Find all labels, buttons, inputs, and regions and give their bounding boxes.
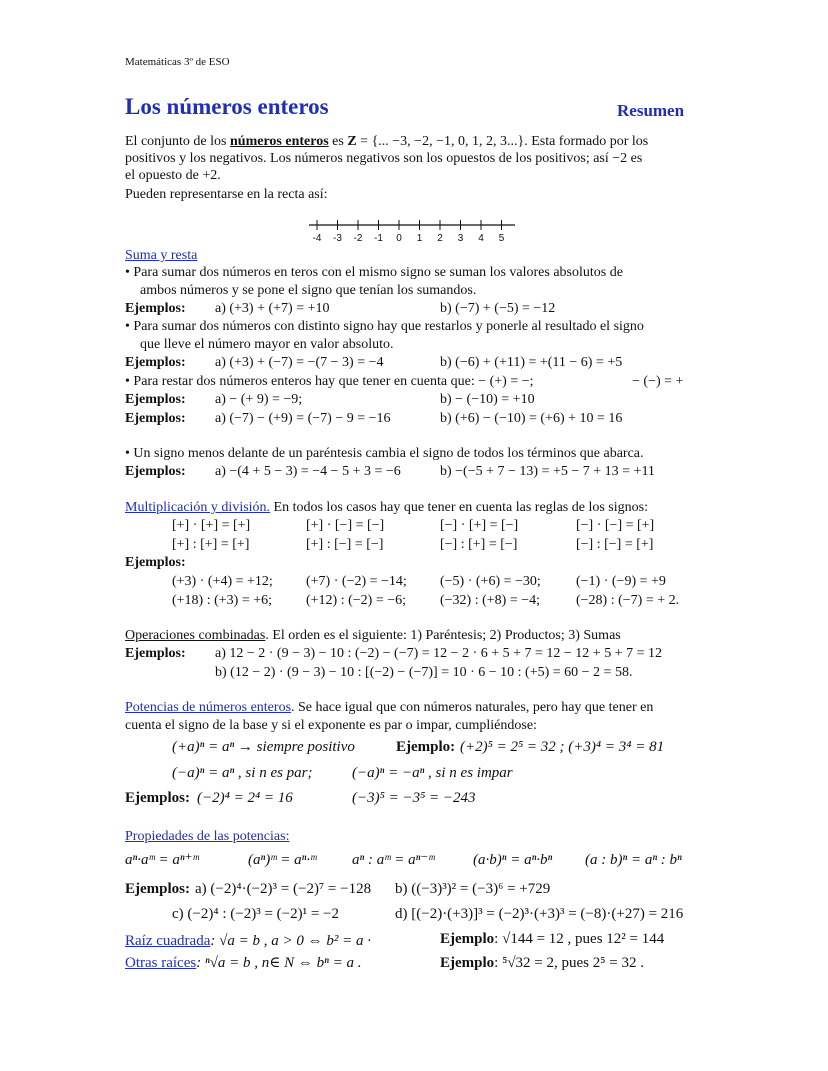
pot-text-2: cuenta el signo de la base y si el exponente es par o impar, cumpliéndose: bbox=[125, 718, 537, 733]
raiz-line: Raíz cuadrada: √a = b , a > 0 ⇔ b² = a · bbox=[125, 933, 371, 949]
number-line-label: 0 bbox=[396, 233, 402, 244]
prop-example-c: c) (−2)⁴ : (−2)³ = (−2)¹ = −2 bbox=[172, 906, 340, 922]
ejemplos-label: Ejemplos: bbox=[125, 881, 190, 897]
otras-label: Otras raíces bbox=[125, 955, 197, 971]
mult-example: (+7) · (−2) = −14; bbox=[306, 574, 407, 589]
suma-ex2-a: a) (+3) + (−7) = −(7 − 3) = −4 bbox=[215, 355, 384, 370]
pot-example-2a: (−2)⁴ = 2⁴ = 16 bbox=[197, 790, 293, 806]
suma-ex4-b: b) (+6) − (−10) = (+6) + 10 = 16 bbox=[440, 411, 623, 426]
ejemplos-label: Ejemplos: bbox=[125, 464, 186, 479]
pot-rule-2: (−a)ⁿ = aⁿ , si n es par; bbox=[172, 765, 313, 781]
mult-example: (+3) · (+4) = +12; bbox=[172, 574, 273, 589]
mult-example: (−1) · (−9) = +9 bbox=[576, 574, 666, 589]
number-line-label: -1 bbox=[374, 233, 383, 244]
otras-line: Otras raíces: ⁿ√a = b , n∈ N ⇔ bⁿ = a . bbox=[125, 955, 362, 971]
suma-ex1-b: b) (−7) + (−5) = −12 bbox=[440, 301, 556, 316]
ejemplos-label: Ejemplos: bbox=[125, 355, 186, 370]
ejemplo-label: Ejemplo: bbox=[396, 739, 456, 755]
pot-example-1: (+2)⁵ = 2⁵ = 32 ; (+3)⁴ = 3⁴ = 81 bbox=[460, 739, 665, 755]
suma-bullet-3: • Para restar dos números enteros hay que tener en cuenta que: − (+) = −; bbox=[125, 374, 534, 389]
mult-example: (−28) : (−7) = + 2. bbox=[576, 593, 680, 608]
number-line-label: 1 bbox=[416, 233, 423, 244]
suma-ex4-a: a) (−7) − (+9) = (−7) − 9 = −16 bbox=[215, 411, 391, 426]
mult-example: (−32) : (+8) = −4; bbox=[440, 593, 541, 608]
prop-product-power: (a·b)ⁿ = aⁿ·bⁿ bbox=[473, 852, 553, 868]
mult-heading: Multiplicación y división. bbox=[125, 500, 271, 515]
suma-bullet-1: • Para sumar dos números en teros con el mismo signo se suman los valores absolutos de bbox=[125, 265, 623, 280]
prop-power: (aⁿ)ᵐ = aⁿ·ᵐ bbox=[248, 852, 317, 868]
comb-example-a: a) 12 − 2 · (9 − 3) − 10 : (−2) − (−7) = 12 − 2 · 6 + 5 + 7 = 12 − 12 + 5 + 7 = 12 bbox=[215, 646, 662, 661]
page-title: Los números enteros bbox=[125, 94, 329, 119]
mult-example: (+12) : (−2) = −6; bbox=[306, 593, 407, 608]
intro-line-4: Pueden representarse en la recta así: bbox=[125, 187, 328, 202]
prop-example-d: d) [(−2)·(+3)]³ = (−2)³·(+3)³ = (−8)·(+27) = 216 bbox=[395, 906, 684, 922]
mult-example: (+18) : (+3) = +6; bbox=[172, 593, 273, 608]
number-line-label: -4 bbox=[312, 233, 322, 244]
sign-rule: [−] : [+] = [−] bbox=[440, 537, 518, 552]
sign-rule: [−] · [+] = [−] bbox=[440, 518, 519, 533]
prop-quotient-power: (a : b)ⁿ = aⁿ : bⁿ bbox=[585, 852, 682, 868]
suma-bullet-2: • Para sumar dos números con distinto signo hay que restarlos y ponerle al resultado el signo bbox=[125, 319, 644, 334]
sign-rule: [+] · [+] = [+] bbox=[172, 518, 251, 533]
ejemplos-label: Ejemplos: bbox=[125, 301, 186, 316]
suma-ex3-b: b) − (−10) = +10 bbox=[440, 392, 535, 407]
suma-bullet-4: • Un signo menos delante de un paréntesis cambia el signo de todos los términos que abarca. bbox=[125, 446, 644, 461]
prop-example-b: b) ((−3)³)² = (−3)⁶ = +729 bbox=[395, 881, 551, 897]
mult-example: (−5) · (+6) = −30; bbox=[440, 574, 541, 589]
raiz-label: Raíz cuadrada bbox=[125, 933, 211, 949]
suma-bullet-3-rule: − (−) = + bbox=[632, 374, 684, 389]
intro-line-1: El conjunto de los números enteros es Z = {... −3, −2, −1, 0, 1, 2, 3...}. Esta formado por los bbox=[125, 134, 649, 149]
comb-heading: Operaciones combinadas bbox=[125, 628, 266, 643]
sign-rule: [−] : [−] = [+] bbox=[576, 537, 654, 552]
pot-heading: Potencias de números enteros bbox=[125, 700, 292, 715]
suma-bullet-2-cont: que lleve el número mayor en valor absoluto. bbox=[140, 337, 394, 352]
pot-example-2b: (−3)⁵ = −3⁵ = −243 bbox=[352, 790, 476, 806]
prop-example-a: a) (−2)⁴·(−2)³ = (−2)⁷ = −128 bbox=[195, 881, 372, 897]
pot-heading-line: Potencias de números enteros. Se hace igual que con números naturales, pero hay que tener en bbox=[125, 700, 654, 715]
numeros-enteros-term: números enteros bbox=[230, 134, 329, 149]
otras-example: Ejemplo: ⁵√32 = 2, pues 2⁵ = 32 . bbox=[440, 955, 644, 971]
sign-rule: [+] : [+] = [+] bbox=[172, 537, 250, 552]
ejemplos-label: Ejemplos: bbox=[125, 646, 186, 661]
number-line-label: 3 bbox=[457, 233, 464, 244]
page-header: Matemáticas 3º de ESO bbox=[125, 56, 230, 68]
ejemplos-label: Ejemplos: bbox=[125, 392, 186, 407]
prop-product: aⁿ·aᵐ = aⁿ⁺ᵐ bbox=[125, 852, 199, 868]
suma-ex2-b: b) (−6) + (+11) = +(11 − 6) = +5 bbox=[440, 355, 623, 370]
prop-quotient: aⁿ : aᵐ = aⁿ⁻ᵐ bbox=[352, 852, 435, 868]
suma-resta-heading: Suma y resta bbox=[125, 248, 198, 263]
suma-ex1-a: a) (+3) + (+7) = +10 bbox=[215, 301, 330, 316]
sign-rule: [−] · [−] = [+] bbox=[576, 518, 655, 533]
raiz-example: Ejemplo: √144 = 12 , pues 12² = 144 bbox=[440, 931, 665, 947]
suma-ex5-a: a) −(4 + 5 − 3) = −4 − 5 + 3 = −6 bbox=[215, 464, 401, 479]
mult-heading-line: Multiplicación y división. En todos los casos hay que tener en cuenta las reglas de los signos: bbox=[125, 500, 648, 515]
number-line-label: 4 bbox=[478, 233, 484, 244]
comb-heading-line: Operaciones combinadas. El orden es el siguiente: 1) Paréntesis; 2) Productos; 3) Sumas bbox=[125, 628, 621, 643]
prop-heading: Propiedades de las potencias: bbox=[125, 829, 290, 844]
number-line bbox=[305, 215, 520, 245]
suma-bullet-1-cont: ambos números y se pone el signo que tenían los sumandos. bbox=[140, 283, 477, 298]
comb-example-b: b) (12 − 2) · (9 − 3) − 10 : [(−2) − (−7)] = 10 · 6 − 10 : (+5) = 60 − 2 = 58. bbox=[215, 665, 633, 680]
number-line-label: 2 bbox=[437, 233, 443, 244]
pot-rule-1: (+a)ⁿ = aⁿ → siempre positivo bbox=[172, 739, 355, 755]
suma-ex3-a: a) − (+ 9) = −9; bbox=[215, 392, 303, 407]
ejemplos-label: Ejemplos: bbox=[125, 411, 186, 426]
sign-rule: [+] : [−] = [−] bbox=[306, 537, 384, 552]
number-line-label: 5 bbox=[498, 233, 505, 244]
summary-label: Resumen bbox=[617, 101, 685, 120]
intro-line-2: positivos y los negativos. Los números negativos son los opuestos de los positivos; así −2 es bbox=[125, 151, 643, 166]
suma-ex5-b: b) −(−5 + 7 − 13) = +5 − 7 + 13 = +11 bbox=[440, 464, 655, 479]
sign-rule: [+] · [−] = [−] bbox=[306, 518, 385, 533]
number-line-label: -3 bbox=[333, 233, 342, 244]
ejemplos-label: Ejemplos: bbox=[125, 555, 186, 570]
intro-line-3: el opuesto de +2. bbox=[125, 168, 221, 183]
pot-rule-3: (−a)ⁿ = −aⁿ , si n es impar bbox=[352, 765, 513, 781]
ejemplos-label: Ejemplos: bbox=[125, 790, 190, 806]
number-line-label: -2 bbox=[353, 233, 363, 244]
